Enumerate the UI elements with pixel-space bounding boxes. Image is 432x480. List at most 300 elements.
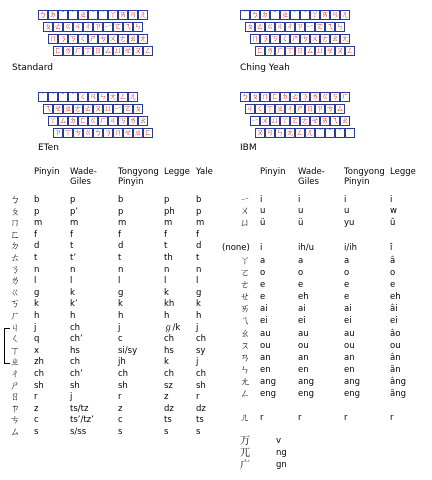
romanization-cell: p [70, 195, 76, 205]
romanization-cell: c [118, 334, 123, 345]
romanization-cell: e [260, 280, 266, 290]
romanization-cell: m [196, 218, 205, 229]
romanization-cell: k [164, 287, 169, 298]
romanization-cell: sh [34, 380, 44, 391]
keyboard-key: ㄣ [336, 22, 344, 31]
romanization-cell: f [34, 229, 37, 240]
romanization-cell: f [70, 229, 73, 240]
keyboard-key: ㄜ [321, 34, 329, 43]
keyboard-key: ˇ [270, 10, 280, 20]
romanization-cell: zh [34, 357, 44, 368]
right-header-tongyong-pinyin: Tongyong Pinyin [344, 167, 385, 187]
romanization-cell: b [196, 195, 202, 205]
romanization-cell: ch [196, 334, 207, 345]
zhuyin-symbol: ㄪ [240, 436, 250, 447]
keyboard-key: ˋ [68, 92, 78, 102]
zhuyin-symbol: ㄣ [240, 365, 250, 376]
romanization-cell: en [298, 365, 309, 375]
romanization-cell: f [196, 229, 199, 240]
zhuyin-symbol: ㄤ [240, 377, 250, 388]
romanization-cell: h [164, 311, 170, 321]
romanization-cell: eng [260, 389, 277, 399]
keyboard-key: ㄔ [286, 22, 294, 31]
keyboard-key: ㄌ [266, 46, 274, 55]
romanization-cell: ts [196, 415, 204, 426]
keyboard-key: ㄈ [256, 46, 264, 55]
romanization-cell: p [118, 206, 124, 217]
romanization-cell: n [70, 264, 76, 275]
romanization-cell: ih/u [298, 243, 314, 253]
romanization-cell: p [164, 195, 170, 205]
zhuyin-symbol: ㄜ [240, 280, 250, 291]
keyboard-key: ㄍ [89, 116, 97, 125]
left-header-legge: Legge [164, 167, 190, 177]
zhuyin-symbol: (none) [222, 243, 250, 253]
keyboard-row [43, 104, 143, 114]
keyboard-key: ㄊ [84, 104, 92, 113]
keyboard-key: ㄚ [311, 10, 319, 19]
keyboard-key: ㄍ [321, 92, 329, 101]
romanization-cell: z [118, 403, 123, 414]
keyboard-key: ㄢ [129, 10, 137, 19]
zhuyin-symbol: ㄛ [240, 268, 250, 279]
romanization-cell: ch’ [70, 369, 83, 379]
keyboard-key: ㄖ [296, 46, 304, 55]
romanization-cell: n [34, 264, 40, 275]
zhuyin-symbol: ㄇ [10, 218, 20, 230]
romanization-cell: an [298, 353, 309, 363]
romanization-cell: j [196, 357, 199, 368]
keyboard-key: ㄆ [246, 22, 254, 31]
keyboard-key: ˊ [315, 128, 325, 138]
keyboard-key: ㄕ [296, 104, 304, 113]
keyboard-key: ㄝ [124, 46, 132, 55]
zhuyin-symbol: ㄑ [10, 334, 20, 346]
keyboard-key: ㄆ [134, 104, 142, 113]
zhuyin-symbol: ㄋ [10, 264, 20, 276]
keyboard-key: ㄩ [271, 116, 279, 125]
romanization-cell: dz [196, 403, 206, 414]
romanization-cell: ch [196, 369, 207, 379]
romanization-cell: e [344, 292, 350, 302]
right-header-legge: Legge [390, 167, 416, 177]
romanization-cell: r [390, 413, 394, 423]
zhuyin-symbol: ㄖ [10, 392, 20, 404]
keyboard-key: ˊ [88, 10, 98, 20]
zhuyin-symbol: ㄓ [10, 357, 20, 369]
keyboard-key: ㄙ [336, 104, 344, 113]
keyboard-key: ㄆ [44, 22, 52, 31]
keyboard-key: ㄙ [104, 46, 112, 55]
right-header-pinyin: Pinyin [260, 167, 286, 177]
keyboard-key: ㄅ [241, 92, 249, 101]
keyboard-key: ㄗ [54, 128, 62, 137]
keyboard-key: ㄉ [69, 116, 77, 125]
keyboard-key: ㄇ [114, 128, 122, 137]
romanization-cell: hs [70, 345, 80, 356]
romanization-cell: q [34, 334, 40, 345]
romanization-cell: ai [344, 304, 352, 314]
keyboard-key: ㄆ [251, 92, 259, 101]
romanization-cell: ang [260, 377, 276, 387]
romanization-cell: i [390, 195, 393, 205]
keyboard-row [250, 116, 350, 126]
romanization-cell: n [118, 264, 124, 275]
zhuyin-symbol: ㄢ [240, 353, 250, 364]
romanization-cell: au [260, 329, 271, 339]
romanization-cell: t [34, 253, 38, 263]
romanization-cell: ch [118, 369, 129, 379]
romanization-cell: d [34, 241, 40, 252]
zhuyin-symbol: ㄘ [10, 415, 20, 427]
right-header-wade-giles: Wade- Giles [298, 167, 325, 187]
keyboard-key: ㄌ [64, 46, 72, 55]
keyboard-key: ㄕ [89, 34, 97, 43]
romanization-cell: âng [390, 377, 406, 387]
romanization-cell: a [260, 256, 266, 266]
keyboard-key: ㄎ [119, 116, 127, 125]
keyboard-key: ˙ [38, 92, 48, 102]
romanization-cell: en [344, 365, 355, 375]
romanization-cell: ts’/tz’ [70, 415, 94, 426]
romanization-cell: l [70, 276, 73, 287]
keyboard-key: ㄝ [326, 46, 334, 55]
keyboard-key: ㄟ [44, 104, 52, 113]
romanization-cell: ü [260, 218, 266, 228]
romanization-cell: r [344, 413, 348, 423]
zhuyin-symbol: ㄏ [10, 311, 20, 322]
romanization-cell: e [390, 280, 396, 290]
keyboard-key: ㄞ [119, 10, 127, 19]
romanization-cell: k [34, 299, 39, 310]
keyboard-key: ㄇ [49, 34, 57, 43]
keyboard-key: ㄥ [119, 92, 127, 101]
romanization-cell: ăn [390, 365, 401, 375]
romanization-cell: sy [196, 345, 206, 356]
romanization-cell: t [70, 241, 74, 252]
romanization-cell: sh [196, 380, 206, 391]
keyboard-key: ㄋ [261, 34, 269, 43]
romanization-cell: k [196, 299, 201, 310]
romanization-cell: c [118, 415, 123, 426]
keyboard-key: ㄤ [139, 34, 147, 43]
keyboard-key: ㄛ [291, 116, 299, 125]
romanization-cell: ai [298, 304, 306, 314]
keyboard-row [43, 22, 143, 32]
keyboard-key: ㄒ [266, 104, 274, 113]
romanization-cell: m [164, 218, 173, 229]
zhuyin-symbol: ㄈ [10, 229, 20, 241]
zhuyin-symbol: ㄕ [10, 380, 20, 392]
keyboard-key: ㄊ [291, 92, 299, 101]
zhuyin-symbol: ㄩ [240, 218, 250, 229]
keyboard-key: ㄟ [124, 22, 132, 31]
keyboard-key: ㄌ [311, 92, 319, 101]
romanization-cell: ai [260, 304, 268, 314]
romanization-cell: eh [390, 292, 401, 302]
zhuyin-symbol: ㄌ [10, 276, 20, 288]
keyboard-key: ㄢ [331, 10, 339, 19]
keyboard-key: ㄏ [74, 46, 82, 55]
romanization-cell: eh [298, 292, 309, 302]
romanization-cell: z [34, 403, 39, 414]
romanization-cell: au [344, 329, 355, 339]
keyboard-key: ㄅ [251, 10, 259, 19]
romanization-cell: ei [344, 316, 352, 326]
keyboard-key: ㄗ [316, 104, 324, 113]
romanization-cell: ang [298, 377, 314, 387]
keyboard-key: ㄈ [54, 46, 62, 55]
keyboard-label-standard: Standard [12, 63, 53, 73]
romanization-cell: ng [276, 448, 287, 458]
romanization-cell: p [34, 206, 40, 217]
keyboard-key: ㄩ [114, 46, 122, 55]
romanization-cell: s [118, 427, 123, 437]
keyboard-row [48, 34, 148, 44]
keyboard-key: ㄗ [94, 22, 102, 31]
keyboard-row [255, 128, 355, 138]
romanization-cell: g [196, 287, 202, 298]
keyboard-row [38, 10, 148, 20]
keyboard-key: ㄕ [291, 34, 299, 43]
keyboard-key: ㄣ [134, 22, 142, 31]
keyboard-key: ˙ [98, 10, 108, 20]
zhuyin-symbol: ㄟ [240, 316, 250, 327]
romanization-cell: v [276, 436, 282, 446]
romanization-cell: û [390, 218, 396, 228]
keyboard-key: ㄓ [281, 10, 289, 19]
keyboard-key: ㄑ [256, 104, 264, 113]
keyboard-row [250, 34, 350, 44]
left-header-pinyin: Pinyin [34, 167, 60, 177]
keyboard-key: ㄣ [99, 92, 107, 101]
romanization-cell: l [196, 276, 199, 287]
keyboard-key: ㄒ [84, 46, 92, 55]
zhuyin-symbol: ㄅ [10, 195, 20, 206]
keyboard-key: ˙ [240, 10, 250, 20]
bracket-mark [4, 328, 10, 364]
keyboard-key: ㄔ [286, 104, 294, 113]
romanization-cell: ăng [390, 389, 406, 399]
keyboard-key: ㄚ [49, 116, 57, 125]
keyboard-key: ㄏ [99, 116, 107, 125]
keyboard-key: ㄒ [286, 46, 294, 55]
keyboard-key: ㄓ [276, 104, 284, 113]
romanization-cell: s [164, 427, 169, 437]
keyboard-key: ㄉ [49, 10, 57, 19]
romanization-cell: r [298, 413, 302, 423]
zhuyin-symbol: ㄆ [10, 206, 20, 218]
romanization-cell: z [164, 392, 169, 403]
keyboard-key: ㄍ [84, 128, 92, 137]
keyboard-key: ˋ [68, 10, 78, 20]
left-header-yale: Yale [196, 167, 213, 177]
romanization-cell: ang [344, 377, 360, 387]
keyboard-key: ㄧ [306, 22, 314, 31]
romanization-cell: i [298, 195, 301, 205]
romanization-cell: k [164, 357, 169, 368]
keyboard-key: ㄚ [109, 10, 117, 19]
romanization-cell: m [34, 218, 43, 229]
romanization-cell: g [34, 287, 40, 298]
romanization-cell: b [118, 195, 124, 205]
romanization-cell: f [118, 229, 121, 240]
zhuyin-symbol: ㄉ [10, 241, 20, 253]
romanization-cell: o [260, 268, 266, 278]
keyboard-key: ㄠ [331, 34, 339, 43]
keyboard-key: ㄘ [326, 104, 334, 113]
keyboard-key: ㄍ [64, 22, 72, 31]
keyboard-key: ㄐ [74, 22, 82, 31]
keyboard-key: ㄧ [104, 22, 112, 31]
romanization-cell: ph [164, 206, 175, 217]
keyboard-key: ㄎ [69, 34, 77, 43]
romanization-cell: j [196, 322, 199, 333]
keyboard-key: ㄥ [346, 46, 354, 55]
zhuyin-symbol: ㄦ [240, 413, 250, 424]
romanization-cell: kh [164, 299, 175, 310]
romanization-cell: i [260, 243, 263, 253]
romanization-cell: ch’ [70, 334, 83, 345]
romanization-cell: u [260, 206, 266, 216]
keyboard-key: ㄐ [246, 104, 254, 113]
romanization-cell: jh [118, 357, 126, 368]
keyboard-key: ˇ [58, 92, 68, 102]
keyboard-key: ㄙ [306, 46, 314, 55]
keyboard-key: ㄦ [139, 10, 147, 19]
keyboard-key: ㄏ [341, 92, 349, 101]
keyboard-key: ㄋ [59, 34, 67, 43]
keyboard-key: ㄒ [64, 128, 72, 137]
keyboard-key: ㄑ [79, 34, 87, 43]
keyboard-key: ㄉ [281, 92, 289, 101]
romanization-cell: en [260, 365, 271, 375]
keyboard-key: ㄘ [99, 34, 107, 43]
keyboard-key: ㄏ [276, 46, 284, 55]
keyboard-key: ㄔ [84, 22, 92, 31]
keyboard-row [53, 128, 153, 138]
romanization-cell: w [390, 206, 397, 216]
keyboard-key: ㄤ [109, 92, 117, 101]
zhuyin-symbol: ㄚ [240, 256, 250, 267]
keyboard-key: ˇ [325, 128, 335, 138]
romanization-cell: m [118, 218, 127, 229]
keyboard-key: ㄈ [271, 92, 279, 101]
zhuyin-symbol: ㄎ [10, 299, 20, 311]
romanization-cell: j [70, 392, 73, 403]
keyboard-key: ㄨ [261, 116, 269, 125]
keyboard-key: ㄓ [134, 128, 142, 137]
romanization-cell: si/sy [118, 345, 138, 356]
zhuyin-symbol: ㄨ [240, 206, 250, 217]
keyboard-key: ㄅ [39, 10, 47, 19]
romanization-cell: hs [164, 345, 174, 356]
keyboard-key: ㄐ [109, 116, 117, 125]
romanization-cell: l [34, 276, 37, 287]
zhuyin-symbol: ㄊ [10, 253, 20, 264]
romanization-cell: ts/tz [70, 403, 89, 414]
romanization-cell: r [260, 413, 264, 423]
romanization-cell: ou [298, 341, 309, 351]
romanization-cell: au [298, 329, 309, 339]
zhuyin-symbol: ㄔ [10, 369, 20, 380]
keyboard-key: ㄤ [286, 128, 294, 137]
keyboard-key: ㄋ [104, 128, 112, 137]
keyboard-key: ㄡ [336, 46, 344, 55]
romanization-cell: s/ss [70, 427, 87, 437]
romanization-cell: th [164, 253, 173, 263]
left-header-tongyong-pinyin: Tongyong Pinyin [118, 167, 159, 187]
romanization-cell: m [70, 218, 79, 229]
romanization-cell: i [260, 195, 263, 205]
romanization-cell: g [118, 287, 124, 298]
romanization-cell: t’ [70, 253, 77, 263]
romanization-cell: ân [390, 353, 401, 363]
keyboard-row [53, 46, 153, 56]
keyboard-key: ㄑ [281, 34, 289, 43]
keyboard-key: ㄅ [94, 128, 102, 137]
romanization-cell: ch [164, 369, 175, 379]
keyboard-key: ㄝ [311, 116, 319, 125]
keyboard-key: ˙ [345, 128, 355, 138]
romanization-cell: n [164, 264, 170, 275]
romanization-cell: sz [164, 380, 173, 391]
romanization-cell: ü [298, 218, 304, 228]
romanization-cell: d [118, 241, 124, 252]
keyboard-key: ㄧ [114, 104, 122, 113]
left-header-wade-giles: Wade- Giles [70, 167, 97, 187]
keyboard-label-ibm: IBM [240, 143, 257, 153]
romanization-cell: gn [276, 460, 287, 470]
romanization-cell: b [34, 195, 40, 205]
zhuyin-symbol: ㄗ [10, 403, 20, 415]
romanization-cell: j [34, 322, 37, 333]
keyboard-key: ㄇ [261, 92, 269, 101]
keyboard-key: ㄝ [54, 104, 62, 113]
romanization-cell: dz [164, 403, 174, 414]
romanization-cell: o [298, 268, 304, 278]
romanization-cell: k [70, 287, 75, 298]
zhuyin-symbol: ㄞ [240, 304, 250, 315]
keyboard-key: ㄡ [134, 46, 142, 55]
zhuyin-symbol: ㄙ [10, 427, 20, 438]
keyboard-key: ㄦ [306, 128, 314, 137]
romanization-cell: x [34, 345, 40, 356]
keyboard-key: ㄠ [341, 116, 349, 125]
keyboard-row [245, 104, 345, 114]
keyboard-key: ㄦ [129, 92, 137, 101]
keyboard-key: ˋ [335, 128, 345, 138]
zhuyin-symbol: ㄝ [240, 292, 250, 303]
keyboard-key: ㄠ [129, 34, 137, 43]
keyboard-key: ㄘ [74, 128, 82, 137]
romanization-cell: t [196, 253, 200, 263]
romanization-cell: ei [390, 316, 398, 326]
keyboard-key: ㄜ [74, 104, 82, 113]
romanization-cell: a [298, 256, 304, 266]
keyboard-key: ㄡ [256, 128, 264, 137]
romanization-cell: î [390, 243, 393, 253]
keyboard-key: ㄛ [316, 22, 324, 31]
keyboard-key: ㄈ [79, 116, 87, 125]
romanization-cell: u [298, 206, 304, 216]
keyboard-key: ㄚ [281, 116, 289, 125]
keyboard-key: ㄋ [301, 92, 309, 101]
keyboard-key: ㄊ [54, 22, 62, 31]
keyboard-key: ㄟ [331, 116, 339, 125]
zhuyin-symbol: ㄠ [240, 329, 250, 340]
keyboard-row [38, 92, 138, 102]
